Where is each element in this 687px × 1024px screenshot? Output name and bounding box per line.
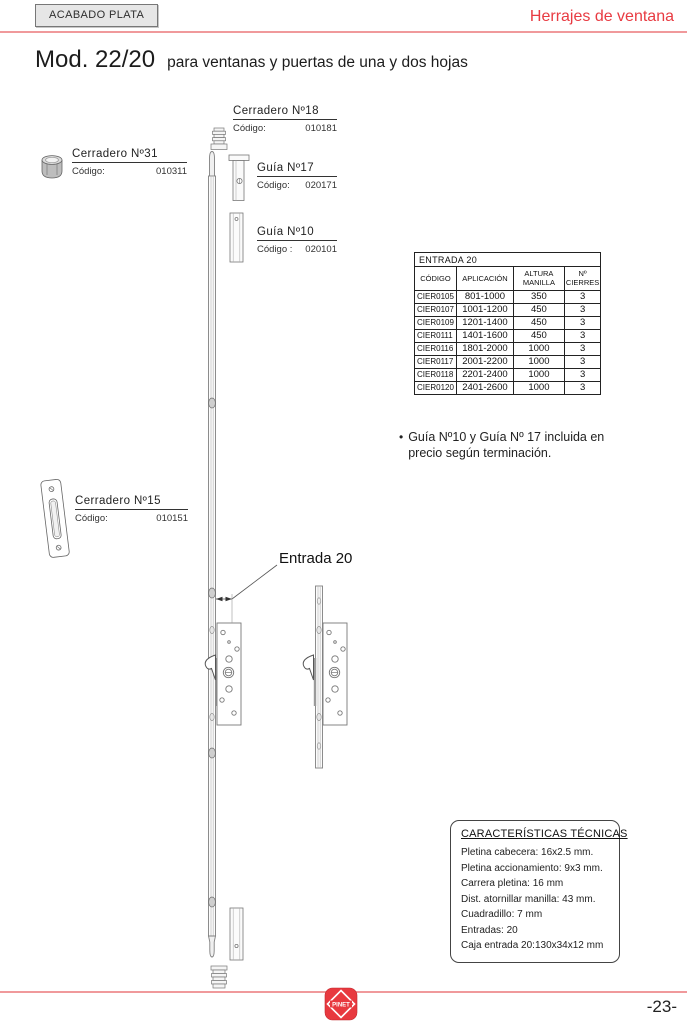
bullet-icon: • [399, 430, 404, 444]
cell-aplicacion: 2201-2400 [456, 368, 513, 381]
table-row [415, 368, 601, 381]
model-number: Mod. 22/20 [35, 46, 156, 73]
cell-aplicacion: 1201-1400 [456, 316, 513, 329]
cell-cierres: 3 [564, 355, 600, 368]
cell-aplicacion: 1801-2000 [456, 342, 513, 355]
cell-altura: 1000 [513, 355, 564, 368]
part-name: Cerradero Nº31 [72, 148, 187, 163]
table-row [415, 303, 601, 316]
spec-line: Pletina accionamiento: 9x3 mm. [461, 862, 603, 874]
espagnolette-rod [209, 152, 216, 958]
cell-aplicacion: 1001-1200 [456, 303, 513, 316]
bottom-guide-channel-icon [230, 908, 243, 960]
cell-codigo: CIER0118 [415, 368, 457, 381]
brand-logo-icon [324, 987, 358, 1021]
table-row [415, 381, 601, 394]
cell-aplicacion: 1401-1600 [456, 329, 513, 342]
part-name: Guía Nº10 [257, 226, 337, 241]
cell-aplicacion: 801-1000 [456, 290, 513, 303]
spec-line: Cuadradillo: 7 mm [461, 909, 543, 920]
code-label: Código: [72, 166, 105, 177]
note-text: Guía Nº10 y Guía Nº 17 incluida en precio según terminación. [408, 430, 605, 460]
guide-channel-icon [230, 213, 243, 262]
finish-badge: ACABADO PLATA [35, 4, 158, 27]
ribbed-cap-keeper-icon [211, 128, 227, 150]
cell-altura: 350 [513, 290, 564, 303]
inclusion-note [399, 430, 631, 461]
entrada-dimension [216, 565, 277, 623]
code-value: 020171 [305, 180, 337, 191]
code-value: 020101 [305, 244, 337, 255]
strike-plate-icon [40, 479, 69, 558]
table-row [415, 290, 601, 303]
part-code [257, 244, 337, 255]
code-label: Código: [75, 513, 108, 524]
code-value: 010311 [156, 166, 187, 177]
part-label-guia-17 [257, 162, 337, 191]
column-header: Nº CIERRES [564, 267, 600, 291]
code-value: 010151 [156, 513, 188, 524]
cylinder-keeper-icon [42, 156, 62, 178]
cell-altura: 1000 [513, 342, 564, 355]
part-label-cerradero-18 [233, 105, 337, 134]
code-label: Código: [257, 180, 290, 191]
part-code [233, 123, 337, 134]
tech-specs-box [450, 820, 628, 963]
tech-specs-title: CARACTERÍSTICAS TÉCNICAS [461, 828, 628, 840]
part-name: Cerradero Nº18 [233, 105, 337, 120]
cell-aplicacion: 2401-2600 [456, 381, 513, 394]
part-code [72, 166, 187, 177]
cell-cierres: 3 [564, 329, 600, 342]
code-value: 010181 [305, 123, 337, 134]
part-label-guia-10 [257, 226, 337, 255]
cell-codigo: CIER0120 [415, 381, 457, 394]
table-row [415, 342, 601, 355]
cell-altura: 1000 [513, 381, 564, 394]
spec-line: Entradas: 20 [461, 924, 518, 936]
page-number: -23- [646, 997, 677, 1016]
table-row [415, 329, 601, 342]
spec-line: Caja entrada 20:130x34x12 mm [461, 940, 604, 951]
cell-codigo: CIER0111 [415, 329, 457, 342]
category-title: Herrajes de ventana [529, 8, 674, 25]
spec-line: Pletina cabecera: 16x2.5 mm. [461, 847, 594, 858]
table-row [415, 355, 601, 368]
cell-codigo: CIER0107 [415, 303, 457, 316]
guide-bracket-icon [229, 155, 249, 201]
bottom-ribbed-cap-icon [211, 966, 227, 988]
cell-cierres: 3 [564, 303, 600, 316]
cell-codigo: CIER0109 [415, 316, 457, 329]
part-label-cerradero-31 [72, 148, 187, 177]
spec-line: Dist. atornillar manilla: 43 mm. [461, 893, 596, 905]
entrada-20-table [414, 252, 601, 395]
part-name: Cerradero Nº15 [75, 495, 188, 510]
model-description: para ventanas y puertas de una y dos hojas [167, 54, 468, 71]
part-label-cerradero-15 [75, 495, 188, 524]
code-label: Código: [233, 123, 266, 134]
part-name: Guía Nº17 [257, 162, 337, 177]
rod-segment-right [316, 586, 323, 768]
cell-codigo: CIER0116 [415, 342, 457, 355]
cell-cierres: 3 [564, 290, 600, 303]
spec-line: Carrera pletina: 16 mm [461, 878, 564, 889]
cell-cierres: 3 [564, 381, 600, 394]
entrada-dimension-label: Entrada 20 [279, 550, 353, 567]
part-code [75, 513, 188, 524]
column-header: CÓDIGO [415, 267, 457, 291]
cell-cierres: 3 [564, 342, 600, 355]
cell-aplicacion: 2001-2200 [456, 355, 513, 368]
table-header-row [415, 267, 601, 291]
cell-altura: 450 [513, 329, 564, 342]
page-title [35, 46, 468, 74]
cell-codigo: CIER0105 [415, 290, 457, 303]
cell-altura: 450 [513, 303, 564, 316]
cell-cierres: 3 [564, 368, 600, 381]
code-label: Código : [257, 244, 293, 255]
brand-logo-text: PINET [332, 1002, 350, 1009]
cell-cierres: 3 [564, 316, 600, 329]
part-code [257, 180, 337, 191]
cell-altura: 1000 [513, 368, 564, 381]
column-header: ALTURA MANILLA [513, 267, 564, 291]
header-rule [0, 31, 687, 33]
table-title: ENTRADA 20 [415, 253, 601, 267]
cell-codigo: CIER0117 [415, 355, 457, 368]
lock-case-right [303, 623, 347, 725]
cell-altura: 450 [513, 316, 564, 329]
column-header: APLICACIÓN [456, 267, 513, 291]
table-row [415, 316, 601, 329]
